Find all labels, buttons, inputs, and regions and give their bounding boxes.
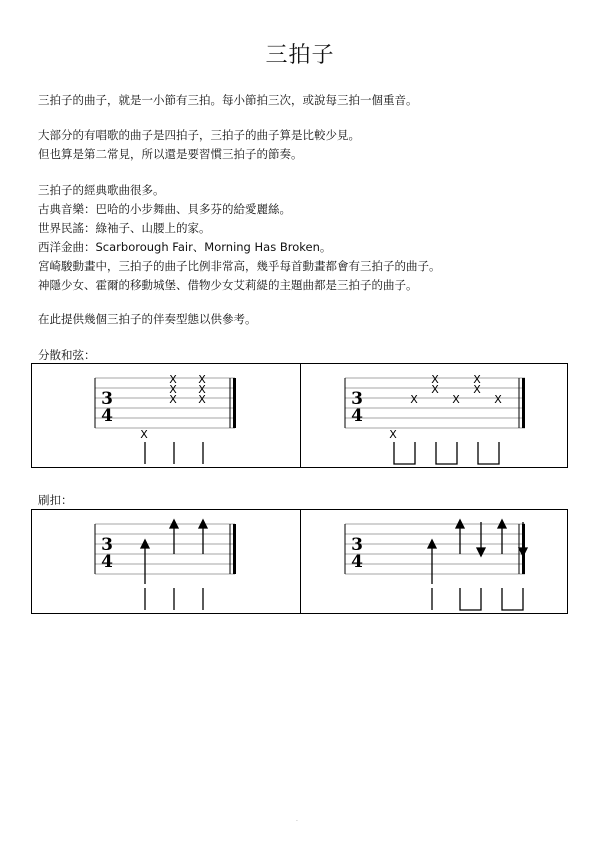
x-note: X [389,428,397,441]
time-signature-bottom: 4 [351,406,363,426]
x-note: X [473,383,481,396]
text-line: 在此提供幾個三拍子的伴奏型態以供參考。 [38,312,257,326]
strum-box [31,509,568,614]
time-signature-bottom: 4 [101,552,113,572]
examples-paragraph [38,181,441,295]
text-line: 西洋金曲：Scarborough Fair、Morning Has Broken。 [38,240,332,254]
text-line: 三拍子的經典歌曲很多。 [38,183,165,197]
arpeggio-pattern-2 [301,364,569,469]
page-marker: · [296,818,298,825]
reference-paragraph [38,310,257,329]
x-note: X [431,383,439,396]
strum-pattern-2 [301,510,569,615]
text-line: 神隱少女、霍爾的移動城堡、借物少女艾莉緹的主題曲都是三拍子的曲子。 [38,278,418,292]
intro-paragraph [38,91,418,110]
text-line: 宮崎駿動畫中，三拍子的曲子比例非常高，幾乎每首動畫都會有三拍子的曲子。 [38,259,441,273]
time-signature-top: 3 [101,389,113,409]
time-signature-top: 3 [351,389,363,409]
down-arrow-icon [477,548,485,556]
frequency-paragraph [38,126,360,164]
time-signature-top: 3 [101,535,113,555]
time-signature-bottom: 4 [101,406,113,426]
x-note: X [473,373,481,386]
page-title: 三拍子 [265,43,335,68]
x-note: X [431,373,439,386]
arpeggio-box [31,363,568,468]
x-note: X [140,428,148,441]
x-note: X [169,383,177,396]
strum-label: 刷扣： [38,493,73,507]
x-note: X [452,393,460,406]
text-line: 古典音樂：巴哈的小步舞曲、貝多芬的給愛麗絲。 [38,202,291,216]
x-note: X [198,373,206,386]
time-signature-top: 3 [351,535,363,555]
x-note: X [169,373,177,386]
x-note: X [198,393,206,406]
text-line: 三拍子的曲子，就是一小節有三拍。每小節拍三次，或說每三拍一個重音。 [38,93,418,107]
text-line: 但也算是第二常見，所以還是要習慣三拍子的節奏。 [38,147,303,161]
time-signature-bottom: 4 [351,552,363,572]
x-note: X [169,393,177,406]
x-note: X [198,383,206,396]
x-note: X [410,393,418,406]
arpeggio-pattern-1 [32,364,300,469]
text-line: 大部分的有唱歌的曲子是四拍子，三拍子的曲子算是比較少見。 [38,128,360,142]
strum-pattern-1 [32,510,300,615]
x-note: X [494,393,502,406]
down-arrow-icon [519,548,527,556]
arpeggio-label: 分散和弦： [38,348,96,362]
text-line: 世界民謠：綠袖子、山腰上的家。 [38,221,211,235]
